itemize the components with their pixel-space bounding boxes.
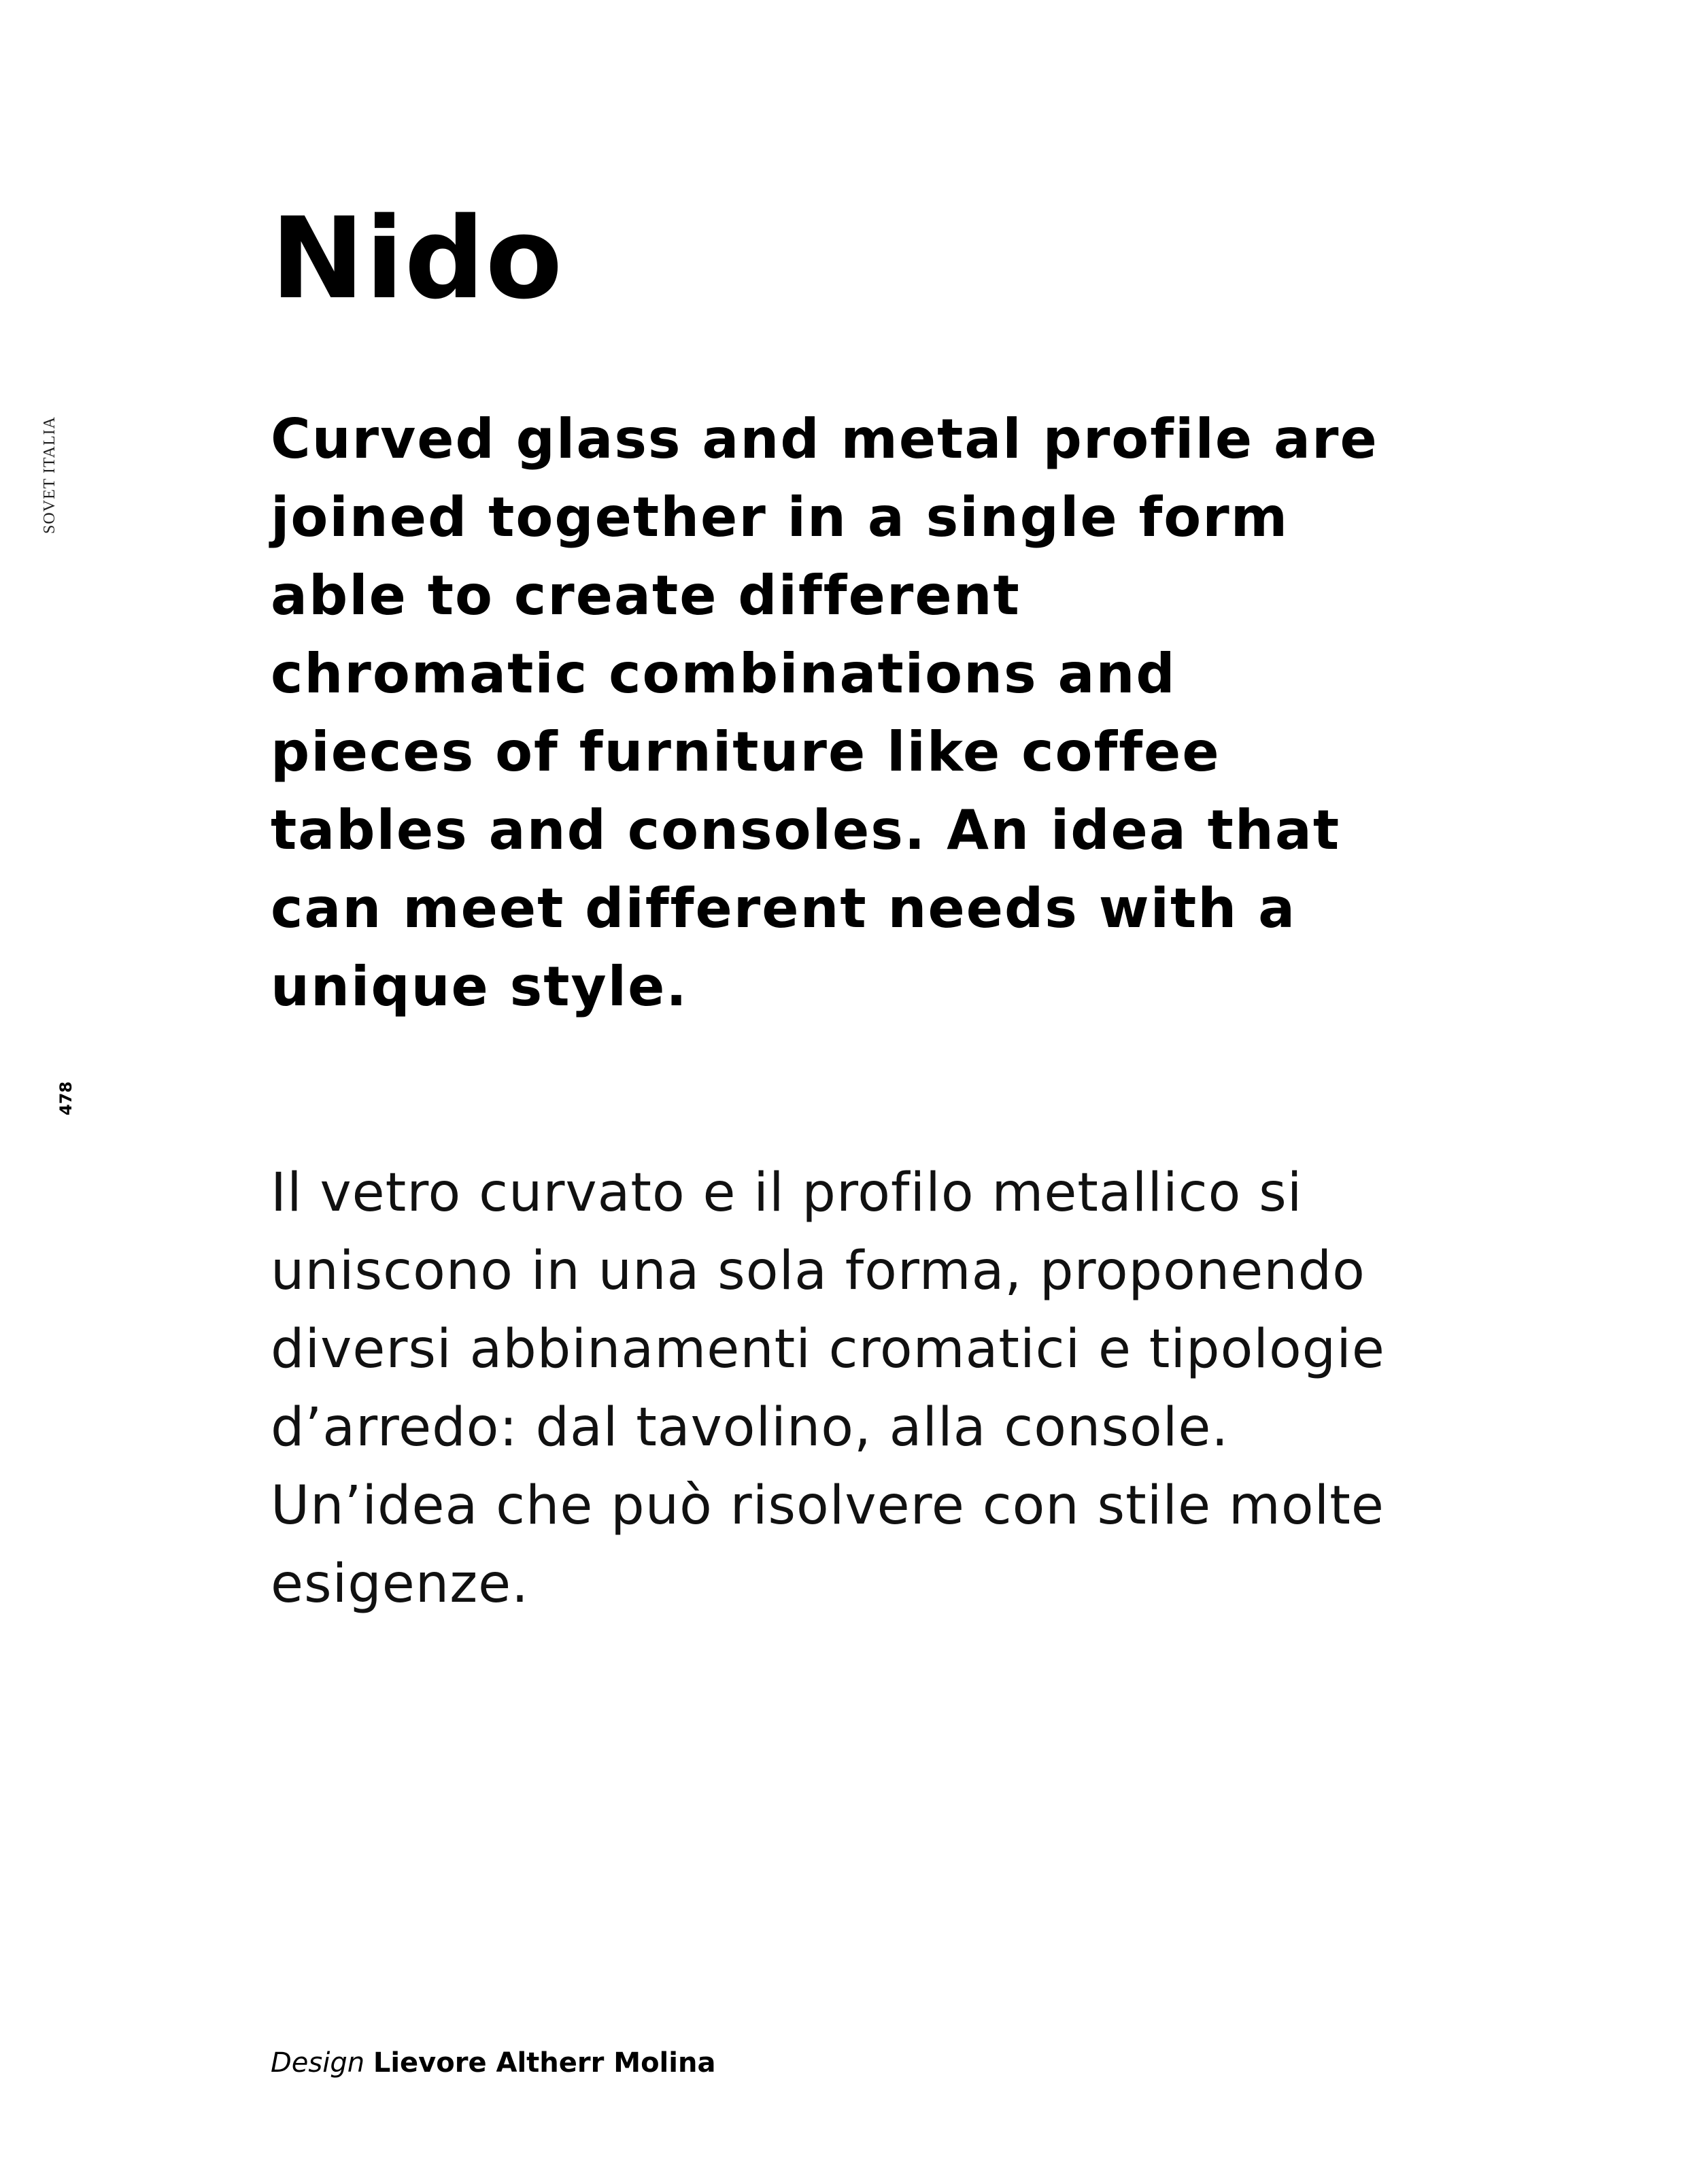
english-line: joined together in a single form (271, 486, 1289, 549)
designer-name: Lievore Altherr Molina (373, 2047, 716, 2079)
english-line: pieces of furniture like coffee (271, 720, 1221, 784)
italian-line: uniscono in una sola forma, proponendo (271, 1241, 1365, 1302)
italian-line: Un’idea che può risolvere con stile molte (271, 1475, 1385, 1536)
brand-label: SOVET ITALIA (41, 416, 58, 534)
italian-line: Il vetro curvato e il profilo metallico si (271, 1162, 1303, 1224)
italian-description (271, 1154, 1495, 1624)
italian-line: d’arredo: dal tavolino, alla console. (271, 1397, 1229, 1458)
page-number: 478 (56, 1081, 75, 1115)
page-title: Nido (271, 193, 564, 324)
english-line: unique style. (271, 955, 688, 1018)
english-line: able to create different (271, 564, 1021, 627)
italian-line: diversi abbinamenti cromatici e tipologie (271, 1319, 1385, 1380)
english-line: chromatic combinations and (271, 642, 1176, 705)
design-credit (271, 2046, 715, 2080)
english-line: tables and consoles. An idea that (271, 799, 1341, 862)
english-line: can meet different needs with a (271, 877, 1297, 940)
english-description (271, 400, 1495, 1026)
design-credit-label: Design (271, 2047, 365, 2079)
italian-line: esigenze. (271, 1553, 529, 1615)
english-line: Curved glass and metal profile are (271, 407, 1378, 471)
